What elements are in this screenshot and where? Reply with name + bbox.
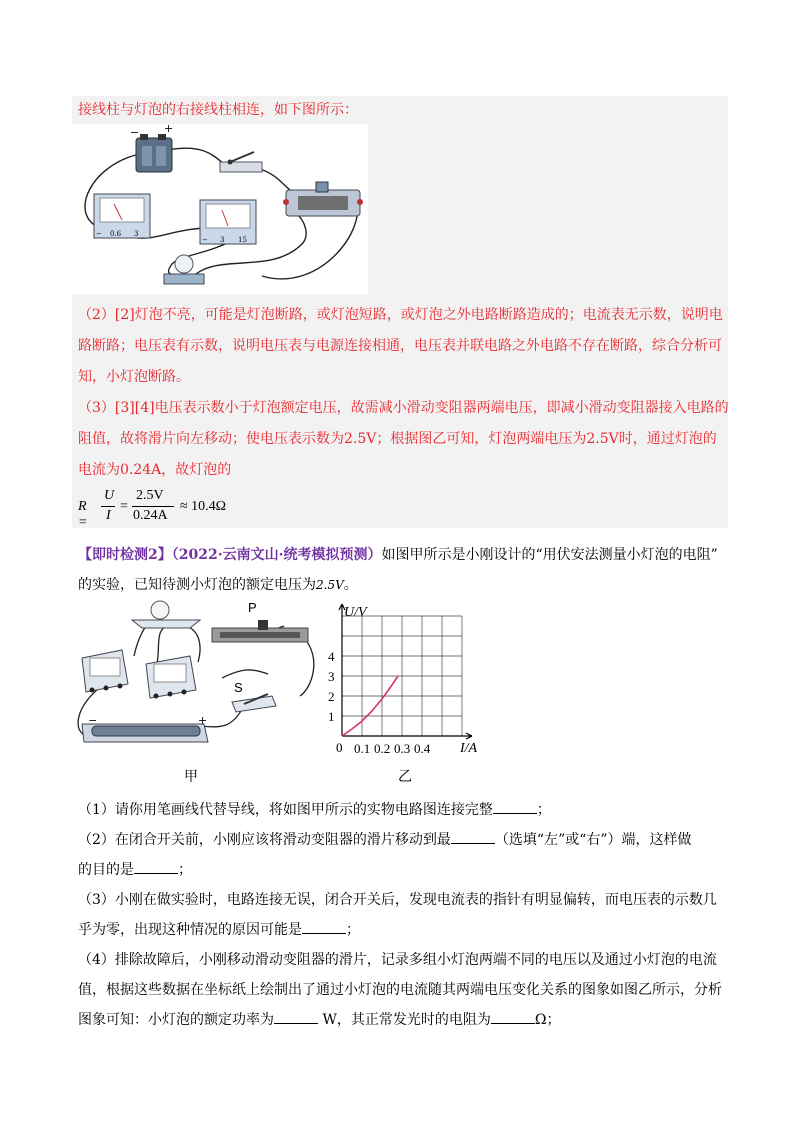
q2-answer-blank-1[interactable] (451, 831, 495, 844)
answer-p3-line-1: （3）[3][4]电压表示数小于灯泡额定电压，故需减小滑动变阻器两端电压，即减小滑动变阻器接入电路的 (78, 400, 729, 416)
sub-question-4-line-1: （4）排除故障后，小刚移动滑动变阻器的滑片，记录多组小灯泡两端不同的电压以及通过小灯泡的电流 (78, 952, 717, 968)
answer-p3-line-2: 阻值，故将滑片向左移动；使电压表示数为2.5V；根据图乙可知，灯泡两端电压为2.5V时，通过灯泡的 (78, 431, 717, 447)
wire (300, 638, 314, 696)
q4-power-text: 图象可知：小灯泡的额定功率为 (78, 1012, 274, 1028)
q4-power-blank[interactable] (274, 1011, 318, 1024)
ammeter-tick-3: 3 (134, 230, 139, 238)
circuit-figure-jia (72, 598, 326, 748)
rheostat-icon (212, 620, 308, 642)
question-source: （2022·云南文山·统考模拟预测） (171, 547, 382, 563)
battery-plus: + (198, 714, 208, 727)
voltmeter-icon (200, 200, 256, 244)
sub-question-4-line-2: 值，根据这些数据在坐标纸上绘制出了通过小灯泡的电流随其两端电压变化关系的图象如图乙所示，分析 (78, 982, 722, 998)
q4-end: Ω； (534, 1012, 561, 1028)
formula-approx: ≈ 10.4Ω (180, 499, 227, 514)
q2-text-end: （选填“左”或“右”）端，这样做 (494, 832, 692, 848)
x-axis (342, 733, 472, 739)
question-header (78, 544, 718, 564)
slider-label-p: P (248, 600, 257, 615)
caption-jia: 甲 (184, 769, 198, 785)
formula-eq: = (120, 499, 128, 514)
question-stem-line-2 (78, 574, 358, 594)
question-tag: 【即时检测2】 (78, 547, 172, 563)
x-tick-label: 0.3 (394, 741, 411, 756)
formula-num-1: U (104, 488, 115, 503)
q3-end: ； (346, 922, 360, 938)
y-tick-label: 1 (328, 709, 335, 724)
x-axis-label: I/A (460, 741, 478, 756)
y-axis-label: U/V (344, 605, 367, 620)
voltmeter-tick-15: 15 (238, 236, 247, 244)
wire (222, 670, 268, 678)
u-i-curve (342, 676, 398, 736)
ammeter-tick-minus: − (96, 230, 102, 238)
voltmeter-icon (146, 656, 196, 699)
formula-den-2: 0.24A (133, 508, 168, 523)
answer-p2-line-3: 知，小灯泡断路。 (78, 369, 190, 385)
q2-text: （2）在闭合开关前，小刚应该将滑动变阻器的滑片移动到最 (78, 832, 451, 848)
y-tick-label: 3 (328, 669, 335, 684)
q4-resistance-text: W，其正常发光时的电阻为 (318, 1012, 491, 1028)
chart-axes (339, 604, 472, 739)
formula-den-1: I (106, 508, 111, 523)
battery-minus: − (88, 714, 98, 727)
answer-line-1: 接线柱与灯泡的右接线柱相连，如下图所示： (78, 102, 358, 118)
circuit-figure-1 (72, 124, 368, 294)
q3-text: 乎为零，出现这种情况的原因可能是 (78, 922, 302, 938)
formula-num-2: 2.5V (136, 488, 164, 503)
answer-p2-line-1: （2）[2]灯泡不亮，可能是灯泡断路，或灯泡短路，或灯泡之外电路断路造成的；电流表无示数，说明电 (78, 307, 723, 323)
sub-question-4-line-3 (78, 1009, 560, 1029)
y-tick-label: 4 (328, 649, 335, 664)
switch-icon (232, 694, 276, 712)
question-stem-2-end: 。 (343, 577, 358, 593)
sub-question-2-line-1 (78, 829, 692, 849)
x-tick-label: 0.1 (354, 741, 371, 756)
formula-lhs: R = (78, 499, 88, 530)
q3-answer-blank[interactable] (302, 921, 346, 934)
origin-label: 0 (336, 740, 343, 755)
battery-plus: + (164, 124, 174, 135)
chart-grid (342, 616, 462, 736)
fraction-bar (132, 506, 174, 507)
sub-question-3-line-2 (78, 919, 360, 939)
q1-text: （1）请你用笔画线代替导线，将如图甲所示的实物电路图连接完整 (78, 802, 493, 818)
q4-resistance-blank[interactable] (491, 1011, 535, 1024)
battery-icon (82, 724, 208, 742)
answer-p3-line-3: 电流为0.24A，故灯泡的 (78, 462, 232, 478)
q2-answer-blank-2[interactable] (134, 861, 178, 874)
fraction-bar (101, 506, 115, 507)
u-i-chart (324, 600, 494, 770)
bulb-icon (132, 601, 200, 628)
wire (134, 624, 148, 656)
answer-p2-line-2: 路断路；电压表有示数，说明电压表与电源连接相通，电压表并联电路之外电路不存在断路，综合分析可 (78, 338, 722, 354)
sub-question-3-line-1: （3）小刚在做实验时，电路连接无误，闭合开关后，发现电流表的指针有明显偏转，而电压表的示数几 (78, 892, 717, 908)
sub-question-1 (78, 799, 551, 819)
x-tick-label: 0.4 (414, 741, 431, 756)
q2-purpose-end: ； (178, 862, 192, 878)
x-tick-label: 0.2 (374, 741, 391, 756)
ammeter-icon (94, 194, 150, 238)
y-tick-label: 2 (328, 689, 335, 704)
battery-minus: − (130, 126, 140, 139)
sub-question-2-line-2 (78, 859, 192, 879)
ammeter-icon (82, 650, 128, 693)
voltmeter-tick-minus: − (202, 236, 208, 244)
switch-label-s: S (234, 680, 243, 695)
q2-purpose-text: 的目的是 (78, 862, 134, 878)
battery-icon (136, 134, 172, 172)
rated-voltage: 2.5V (316, 578, 344, 592)
question-stem-2: 的实验，已知待测小灯泡的额定电压为 (78, 577, 316, 593)
caption-yi: 乙 (398, 769, 412, 785)
ammeter-tick-0-6: 0.6 (110, 230, 122, 238)
q1-answer-blank[interactable] (493, 801, 537, 814)
question-stem-1: 如图甲所示是小刚设计的“用伏安法测量小灯泡的电阻” (381, 547, 718, 563)
q1-end: ； (536, 802, 551, 818)
voltmeter-tick-3: 3 (220, 236, 225, 244)
